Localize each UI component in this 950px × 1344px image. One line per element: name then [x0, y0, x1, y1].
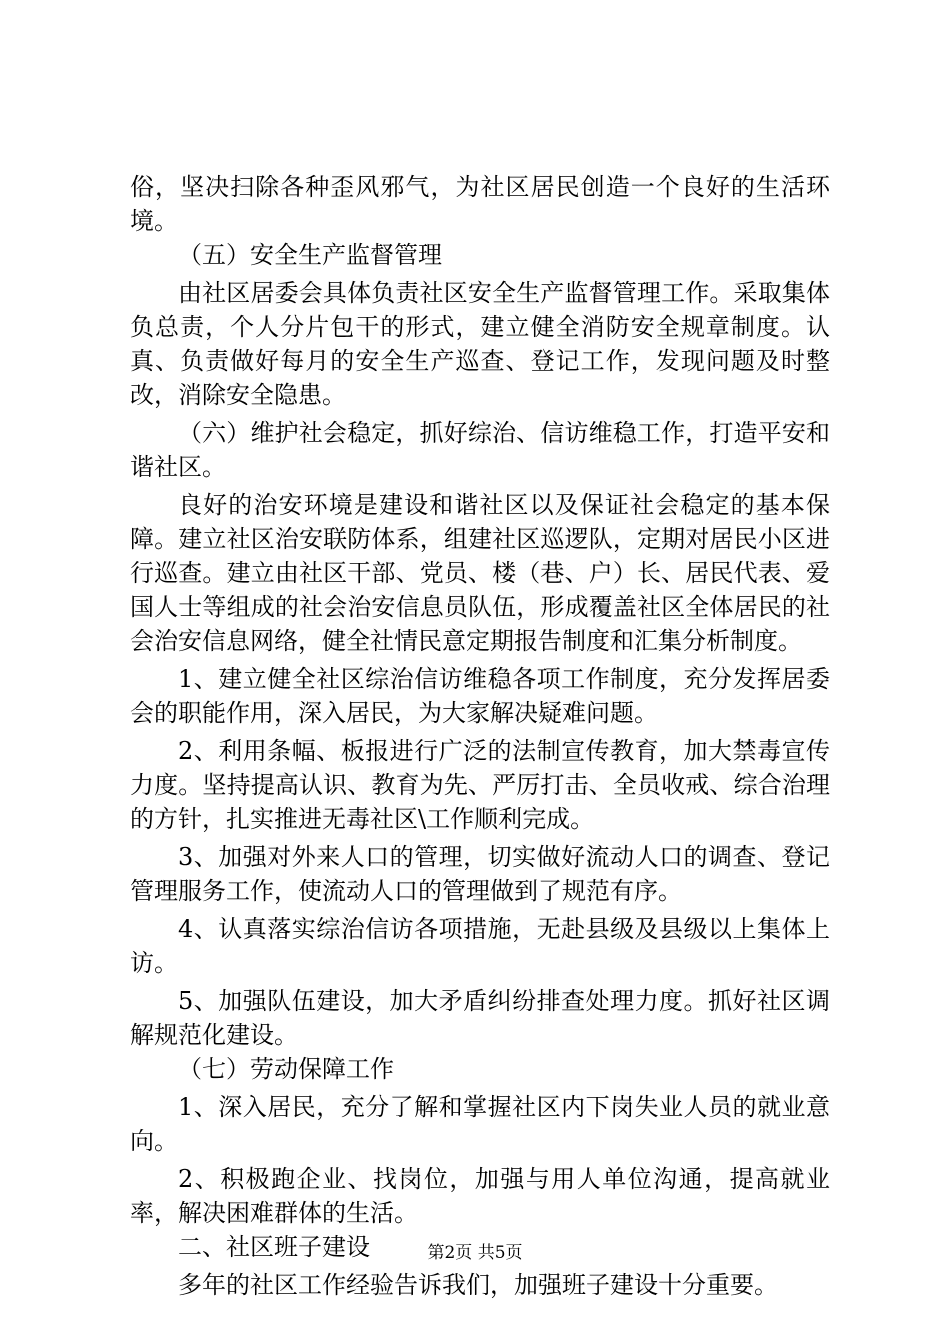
list-item-5: 5、加强队伍建设，加大矛盾纠纷排查处理力度。抓好社区调解规范化建设。 — [130, 987, 830, 1049]
list-item-3: 3、加强对外来人口的管理，切实做好流动人口的调查、登记管理服务工作，使流动人口的管理做到了规范有序。 — [130, 843, 830, 905]
paragraph-public-order: 良好的治安环境是建设和谐社区以及保证社会稳定的基本保障。建立社区治安联防体系，组建社区巡逻队，定期对居民小区进行巡查。建立由社区干部、党员、楼（巷、户）长、居民代表、爱国人士等组成的社会治安信息员队伍，形成覆盖社区全体居民的社会治安信息网络，健全社情民意定期报告制度和汇集分析制度。 — [130, 491, 830, 655]
page-footer — [0, 1243, 950, 1263]
labor-item-2: 2、积极跑企业、找岗位，加强与用人单位沟通，提高就业率，解决困难群体的生活。 — [130, 1165, 830, 1227]
list-item-4: 4、认真落实综治信访各项措施，无赴县级及县级以上集体上访。 — [130, 915, 830, 977]
labor-item-1: 1、深入居民，充分了解和掌握社区内下岗失业人员的就业意向。 — [130, 1093, 830, 1155]
page-number: 第2页 共5页 — [427, 1243, 523, 1263]
heading-section-7: （七）劳动保障工作 — [178, 1055, 394, 1083]
heading-section-5: （五）安全生产监督管理 — [178, 241, 442, 269]
heading-part-2: 二、社区班子建设 — [178, 1233, 370, 1261]
document-body — [130, 170, 830, 1302]
list-item-2: 2、利用条幅、板报进行广泛的法制宣传教育，加大禁毒宣传力度。坚持提高认识、教育为先、严厉打击、全员收戒、综合治理的方针，扎实推进无毒社区\工作顺利完成。 — [130, 737, 830, 833]
paragraph-team-building: 多年的社区工作经验告诉我们，加强班子建设十分重要。 — [178, 1271, 778, 1299]
list-item-1: 1、建立健全社区综治信访维稳各项工作制度，充分发挥居委会的职能作用，深入居民，为大家解决疑难问题。 — [130, 665, 830, 727]
paragraph-continuation: 俗，坚决扫除各种歪风邪气，为社区居民创造一个良好的生活环境。 — [130, 173, 830, 235]
heading-section-6: （六）维护社会稳定，抓好综治、信访维稳工作，打造平安和谐社区。 — [130, 419, 830, 481]
paragraph-safety: 由社区居委会具体负责社区安全生产监督管理工作。采取集体负总责，个人分片包干的形式，建立健全消防安全规章制度。认真、负责做好每月的安全生产巡查、登记工作，发现问题及时整改，消除安全隐患。 — [130, 279, 830, 409]
